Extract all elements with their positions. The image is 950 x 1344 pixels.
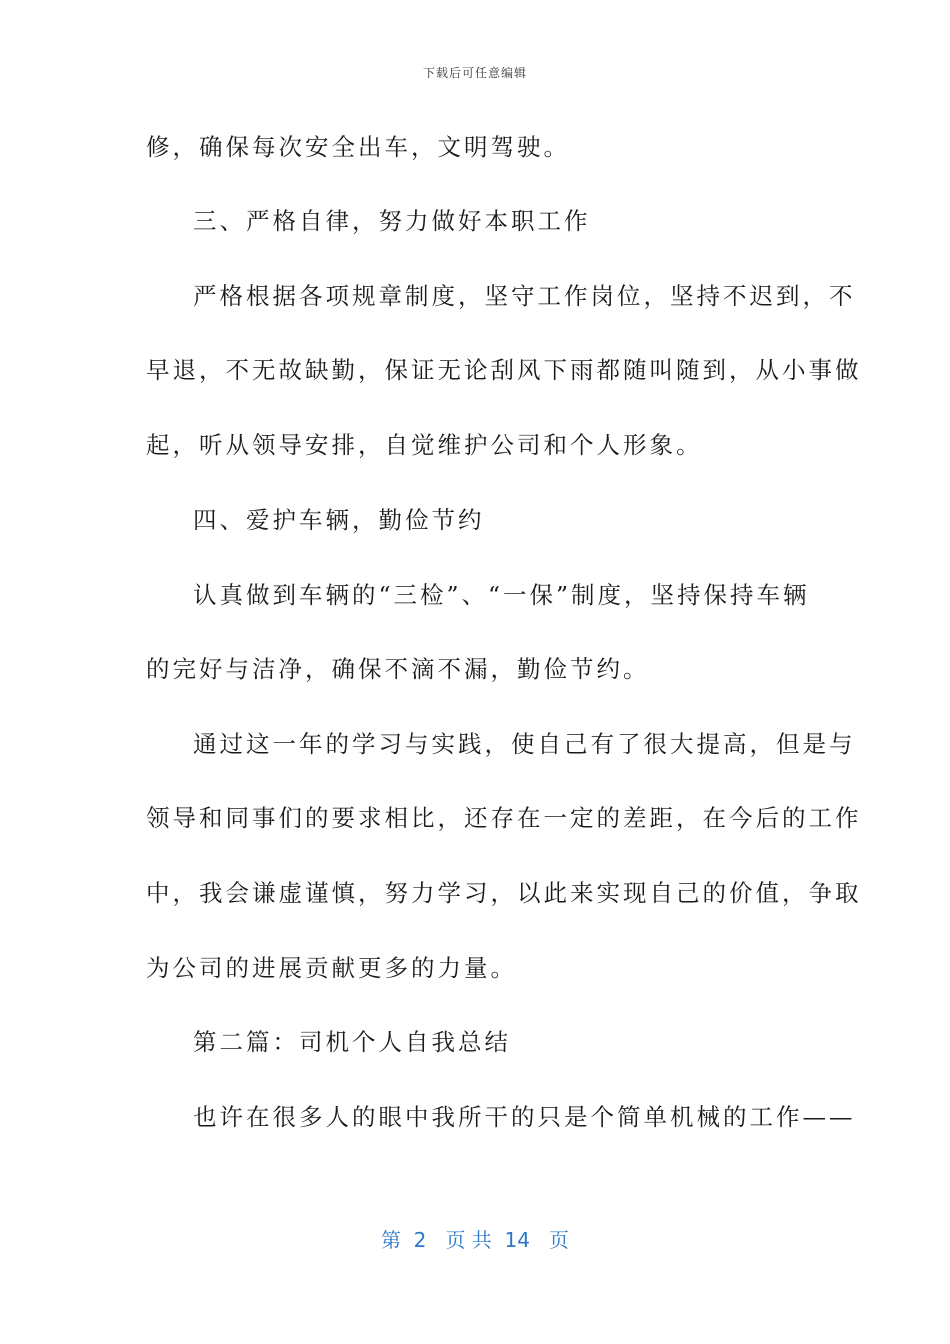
section-heading: 第二篇：司机个人自我总结	[193, 1028, 511, 1056]
paragraph-line: 早退，不无故缺勤，保证无论刮风下雨都随叫随到，从小事做	[146, 356, 862, 384]
paragraph-line: 为公司的进展贡献更多的力量。	[146, 954, 517, 982]
paragraph-line: 修，确保每次安全出车，文明驾驶。	[146, 133, 570, 161]
section-heading: 四、爱护车辆，勤俭节约	[193, 506, 485, 534]
paragraph-line: 也许在很多人的眼中我所干的只是个简单机械的工作——	[193, 1103, 856, 1131]
section-heading: 三、严格自律，努力做好本职工作	[193, 207, 591, 235]
paragraph-line: 的完好与洁净，确保不滴不漏，勤俭节约。	[146, 655, 650, 683]
paragraph-line: 中，我会谦虚谨慎，努力学习，以此来实现自己的价值，争取	[146, 879, 862, 907]
paragraph-line: 领导和同事们的要求相比，还存在一定的差距，在今后的工作	[146, 804, 862, 832]
page-header: 下载后可任意编辑	[422, 66, 527, 80]
paragraph-line: 起，听从领导安排，自觉维护公司和个人形象。	[146, 431, 703, 459]
paragraph-line: 严格根据各项规章制度，坚守工作岗位，坚持不迟到，不	[193, 282, 856, 310]
paragraph-line: 通过这一年的学习与实践，使自己有了很大提高，但是与	[193, 730, 856, 758]
paragraph-line: 认真做到车辆的“三检”、“一保”制度，坚持保持车辆	[193, 581, 810, 609]
page-number-footer: 第 2 页 共 14 页	[380, 1228, 570, 1252]
